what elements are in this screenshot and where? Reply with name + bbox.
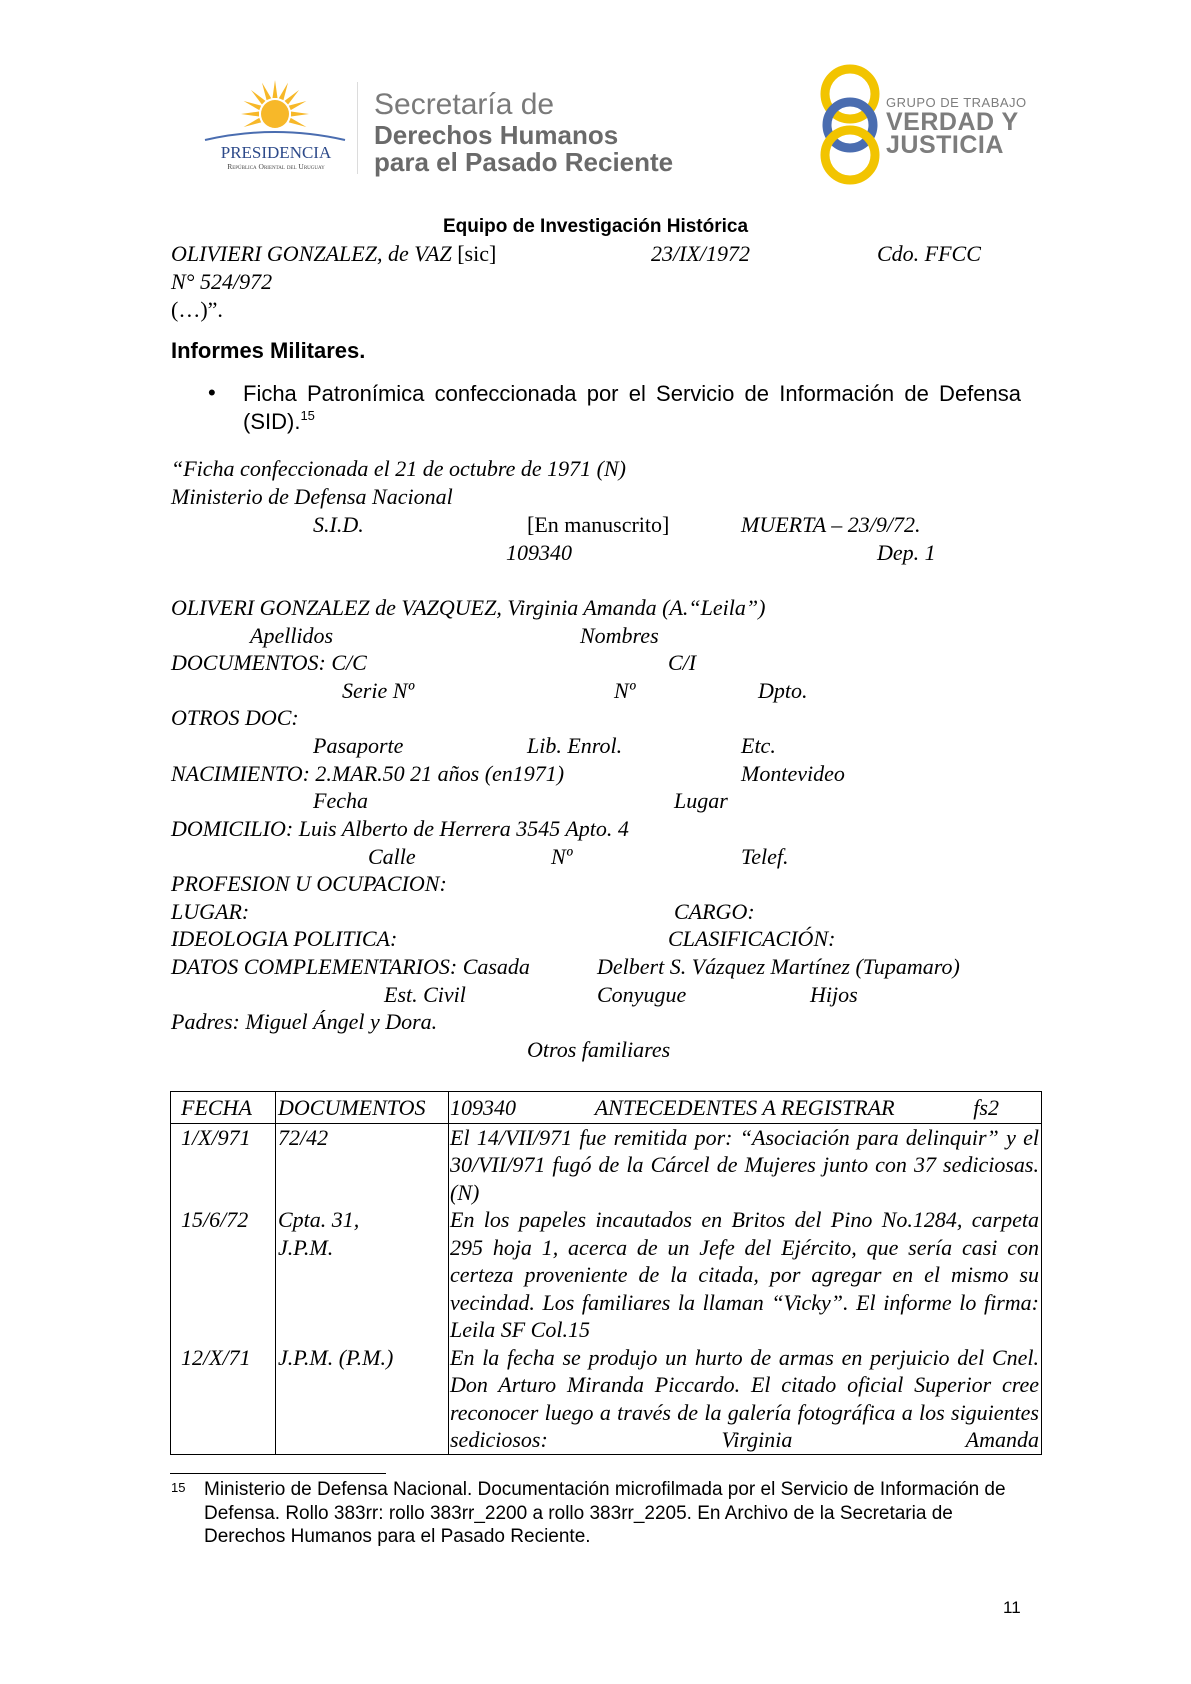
row-doc2: J.P.M. <box>278 1234 334 1260</box>
footnote-ref: 15 <box>300 408 315 423</box>
row-text <box>449 1344 1042 1455</box>
presidencia-sub: República Oriental del Uruguay <box>227 162 325 171</box>
ficha-lugar: LUGAR: <box>171 899 250 924</box>
quote-number: N° 524/972 <box>171 269 273 294</box>
label-fecha: Fecha <box>313 788 368 813</box>
row-documentos <box>276 1344 449 1455</box>
footnote-number: 15 <box>171 1480 186 1495</box>
header-number: 109340 <box>450 1095 516 1120</box>
quote-date: 23/IX/1972 <box>651 241 750 266</box>
ficha-clasificacion: CLASIFICACIÓN: <box>668 926 836 951</box>
quote-name: OLIVIERI GONZALEZ, de VAZ <box>171 241 452 266</box>
quote-sic: [sic] <box>457 241 497 266</box>
page-number: 11 <box>1003 1598 1021 1617</box>
row-documentos <box>276 1123 449 1206</box>
label-pasaporte: Pasaporte <box>313 733 404 758</box>
presidencia-name: PRESIDENCIA <box>220 143 332 162</box>
label-conyugue: Conyugue <box>597 982 687 1007</box>
antecedentes-table <box>170 1091 1042 1455</box>
header-fecha: FECHA <box>171 1092 276 1124</box>
label-telef: Telef. <box>741 844 789 869</box>
row-doc1: 72/42 <box>278 1124 329 1150</box>
table-header-row <box>171 1092 1042 1124</box>
ficha-number: 109340 <box>506 540 572 565</box>
ficha-domicilio: DOMICILIO: Luis Alberto de Herrera 3545 Apto. 4 <box>171 816 629 841</box>
ficha-dep: Dep. 1 <box>877 540 936 565</box>
ficha-cargo: CARGO: <box>674 899 755 924</box>
header-documentos: DOCUMENTOS <box>276 1092 449 1124</box>
ficha-line1: “Ficha confeccionada el 21 de octubre de 1971 (N) <box>171 456 626 481</box>
ficha-conyugue-name: Delbert S. Vázquez Martínez (Tupamaro) <box>597 954 960 979</box>
label-dpto: Dpto. <box>758 678 808 703</box>
header-fs: fs2 <box>973 1095 999 1120</box>
secretaria-line2: Derechos Humanos <box>374 120 619 150</box>
label-hijos: Hijos <box>810 982 858 1007</box>
row-documentos <box>276 1206 449 1344</box>
bullet-item <box>243 380 1021 436</box>
label-lugar: Lugar <box>674 788 728 813</box>
row-text-content: En los papeles incautados en Britos del Pino No.1284, carpeta 295 hoja 1, acerca de un Jefe del Ejército, que sería casi con certeza proveniente de la citada, por agregar en el mismo su vecindad. Los familiares la llaman “Vicky”. El informe lo firma: Leila SF Col.15 <box>450 1207 1039 1342</box>
secretaria-line3: para el Pasado Reciente <box>374 147 674 177</box>
row-doc1: J.P.M. (P.M.) <box>278 1344 394 1370</box>
team-title: Equipo de Investigación Histórica <box>442 216 749 237</box>
ficha-lugar-nac: Montevideo <box>741 761 845 786</box>
ficha-ideologia: IDEOLOGIA POLITICA: <box>171 926 398 951</box>
table-row <box>171 1344 1042 1455</box>
row-doc1: Cpta. 31, <box>278 1207 360 1232</box>
ficha-nacimiento: NACIMIENTO: 2.MAR.50 21 años (en1971) <box>171 761 565 786</box>
ficha-fullname: OLIVERI GONZALEZ de VAZQUEZ, Virginia Amanda (A.“Leila”) <box>171 595 766 620</box>
label-serie: Serie Nº <box>342 678 415 703</box>
ficha-muerta: MUERTA – 23/9/72. <box>741 512 921 537</box>
row-text-content: El 14/VII/971 fue remitida por: “Asociación para delinquir” y el 30/VII/971 fugó de la Cárcel de Mujeres junto con 37 sediciosas. (N) <box>450 1124 1039 1205</box>
quote-org: Cdo. FFCC <box>877 241 981 266</box>
ficha-documentos: DOCUMENTOS: C/C <box>171 650 367 675</box>
bullet-text: Ficha Patronímica confeccionada por el Servicio de Información de Defensa (SID). <box>243 381 1021 434</box>
ficha-profesion: PROFESION U OCUPACION: <box>171 871 447 896</box>
ficha-padres: Padres: Miguel Ángel y Dora. <box>171 1009 438 1034</box>
footnote-text: Ministerio de Defensa Nacional. Documentación microfilmada por el Servicio de Información de Defensa. Rollo 383rr: rollo 383rr_2200 a rollo 383rr_2205. En Archivo de la Secretaria de Derechos Humanos para el Pasado Reciente. <box>204 1479 1006 1547</box>
row-fecha: 1/X/971 <box>171 1123 276 1206</box>
ficha-sid: S.I.D. <box>313 512 364 537</box>
row-fecha: 12/X/71 <box>171 1344 276 1455</box>
label-calle: Calle <box>368 844 416 869</box>
row-fecha: 15/6/72 <box>171 1206 276 1344</box>
label-lib-enrol: Lib. Enrol. <box>527 733 623 758</box>
row-text-content: En la fecha se produjo un hurto de armas en perjuicio del Cnel. Don Arturo Miranda Piccardo. El citado oficial Superior cree reconocer luego a través de la galería fotográfica a los siguientes sediciosos: Virginia Amanda <box>450 1344 1039 1452</box>
grupo-line3: JUSTICIA <box>886 131 1004 159</box>
header-antecedentes-cell <box>449 1092 1042 1124</box>
secretaria-line1: Secretaría de <box>374 88 555 121</box>
label-no: Nº <box>614 678 636 703</box>
label-nombres: Nombres <box>580 623 659 648</box>
label-est-civil: Est. Civil <box>384 982 466 1007</box>
grupo-line2: VERDAD Y <box>886 108 1019 136</box>
label-etc: Etc. <box>741 733 776 758</box>
grupo-line1: GRUPO DE TRABAJO <box>886 95 1027 110</box>
section-title: Informes Militares. <box>171 338 366 363</box>
ficha-datos: DATOS COMPLEMENTARIOS: Casada <box>171 954 530 979</box>
row-text <box>449 1206 1042 1344</box>
ficha-manuscrito: [En manuscrito] <box>527 512 670 537</box>
label-otros-familiares: Otros familiares <box>527 1037 671 1062</box>
quote-closing: (…)”. <box>171 297 223 322</box>
label-apellidos: Apellidos <box>250 623 334 648</box>
ficha-ci: C/I <box>668 650 697 675</box>
header-divider <box>357 82 358 174</box>
header-antecedentes: ANTECEDENTES A REGISTRAR <box>594 1095 895 1120</box>
table-row <box>171 1206 1042 1344</box>
quote-name-line <box>171 240 496 268</box>
footnote-rule <box>170 1473 386 1474</box>
table-row <box>171 1123 1042 1206</box>
label-no2: Nº <box>551 844 573 869</box>
bullet-icon: • <box>208 380 216 405</box>
row-text <box>449 1123 1042 1206</box>
ficha-otros-doc: OTROS DOC: <box>171 705 299 730</box>
ficha-line2: Ministerio de Defensa Nacional <box>171 484 453 509</box>
